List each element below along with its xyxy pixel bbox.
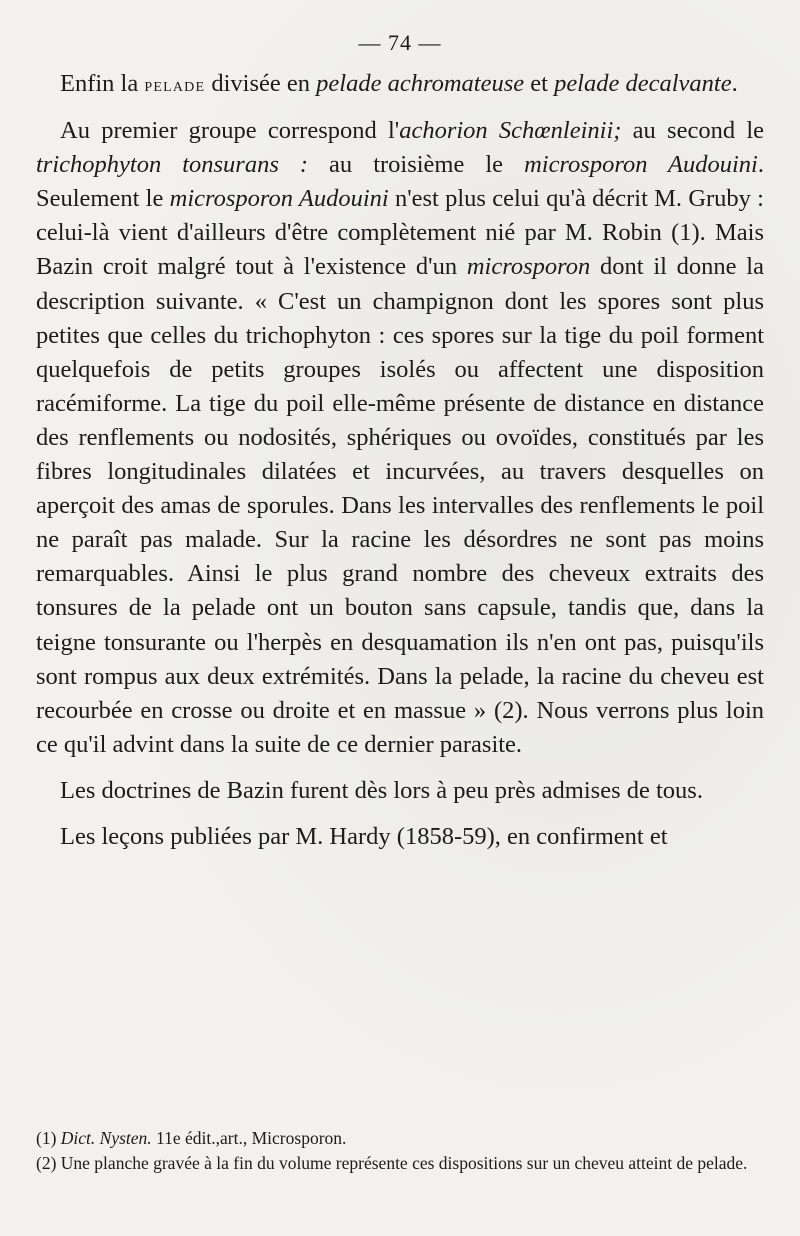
- main-text: [36, 67, 764, 854]
- text-run: divisée en: [205, 70, 317, 97]
- italic-term: achorion Schœnleinii;: [399, 117, 622, 145]
- footnote-2: (2) Une planche gravée à la fin du volume représente ces dispositions sur un cheveu atteint de pelade.: [36, 1153, 748, 1173]
- text-run: . Seulement le: [36, 151, 764, 213]
- footnote-source: Dict. Nysten.: [60, 1128, 152, 1148]
- footnote-number: (1): [36, 1128, 61, 1148]
- italic-term: microsporon: [466, 253, 591, 281]
- italic-term: trichophyton tonsurans :: [36, 151, 309, 179]
- text-run: .: [731, 70, 738, 97]
- paragraph-1: [36, 67, 764, 102]
- text-run: Au premier groupe correspond l': [60, 117, 400, 145]
- italic-term: pelade decalvante: [554, 70, 732, 97]
- text-run: Enfin la: [60, 70, 145, 97]
- page-number: — 74 —: [358, 30, 442, 55]
- text-run: n'est plus celui qu'à décrit M. Gruby : celui-là vient d'ailleurs d'être complètement nié par M. Robin (1). Mais Bazin croit malgré tout à l'existence d'un: [36, 185, 764, 281]
- footnote-text: 11e édit.,art., Microsporon.: [151, 1128, 347, 1148]
- text-run: au second le: [621, 117, 764, 145]
- text-run: dont il donne la description suivante. « C'est un champignon dont les spores sont plus petites que celles du trichophyton : ces spores sur la tige du poil forment quelquefois de petits groupes isolés ou affectent une disposition racémiforme. La tige du poil elle-même présente de distance en distance des renflements ou nodosités, sphériques ou ovoïdes, constitués par les fibres longitudinales dilatées et incurvées, au travers desquelles on aperçoit des amas de sporules. Dans les intervalles des renflements le poil ne paraît pas malade. Sur la racine les désordres ne sont pas moins remarquables. Ainsi le plus grand nombre des cheveux extraits des tonsures de la pelade ont un bouton sans capsule, tandis que, dans la teigne tonsurante ou l'herpès en desquamation ils n'en ont pas, puisqu'ils sont rompus aux deux extrémités. Dans la pelade, la racine du cheveu est recourbée en crosse ou droite et en massue » (2). Nous verrons plus loin ce qu'il advint dans la suite de ce dernier parasite.: [36, 253, 764, 758]
- small-caps-term: pelade: [144, 74, 206, 96]
- italic-term: pelade achromateuse: [316, 70, 525, 97]
- italic-term: microsporon Audouini: [524, 151, 758, 179]
- footnotes: [36, 1126, 764, 1176]
- italic-term: microsporon Audouini: [169, 185, 389, 213]
- paragraph-2: [36, 114, 764, 762]
- paragraph-4: Les leçons publiées par M. Hardy (1858-59), en confirment et: [60, 822, 668, 850]
- paragraph-3: Les doctrines de Bazin furent dès lors à peu près admises de tous.: [60, 776, 703, 804]
- text-run: au troisième le: [308, 151, 525, 179]
- text-run: et: [524, 70, 555, 97]
- footnote-1: [36, 1126, 764, 1151]
